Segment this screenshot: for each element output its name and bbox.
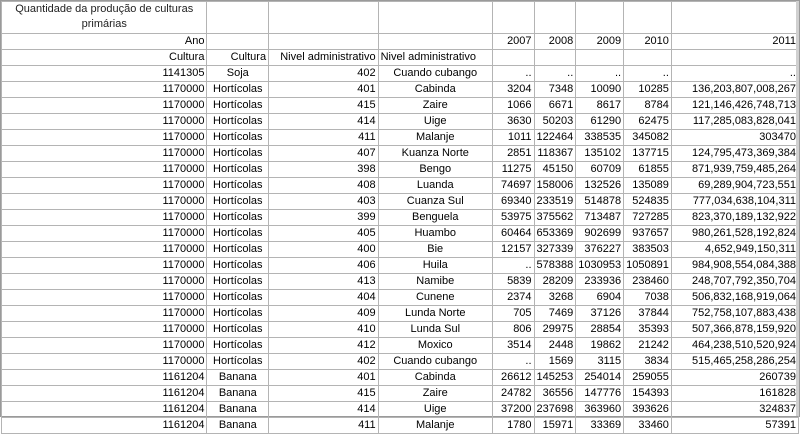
table-row [2, 402, 799, 418]
cell-2010[interactable]: 33460 [624, 418, 672, 434]
cell-nivel-name[interactable]: Benguela [378, 210, 492, 226]
year-header[interactable]: 2010 [624, 34, 672, 50]
table-row [2, 130, 799, 146]
cell-cultura-code[interactable]: 1161204 [2, 418, 207, 434]
cell[interactable] [671, 50, 798, 66]
cell-2008[interactable]: .. [534, 66, 576, 82]
cell-2008[interactable]: 6671 [534, 98, 576, 114]
cell-2011[interactable]: 324837 [671, 402, 798, 418]
column-header[interactable]: Nivel administrativo [269, 50, 379, 66]
cell-2008[interactable]: 45150 [534, 162, 576, 178]
cell-2008[interactable]: 15971 [534, 418, 576, 434]
cell-nivel-name[interactable]: Uige [378, 114, 492, 130]
cell-nivel-name[interactable]: Lunda Norte [378, 306, 492, 322]
cell-nivel-name[interactable]: Malanje [378, 130, 492, 146]
table-row [2, 322, 799, 338]
cell-nivel-name[interactable]: Luanda [378, 178, 492, 194]
cell-nivel-name[interactable]: Uige [378, 402, 492, 418]
table-row [2, 386, 799, 402]
cell-nivel-name[interactable]: Cuanza Sul [378, 194, 492, 210]
table-row [2, 178, 799, 194]
cell-2008[interactable]: 653369 [534, 226, 576, 242]
cell-cultura[interactable]: Hortícolas [207, 98, 269, 114]
cell-cultura-code[interactable]: 1170000 [2, 306, 207, 322]
table-row [2, 194, 799, 210]
cell-2010[interactable]: 61855 [624, 162, 672, 178]
cell-cultura-code[interactable]: 1170000 [2, 242, 207, 258]
cell-2009[interactable]: 514878 [576, 194, 624, 210]
cell-cultura-code[interactable]: 1170000 [2, 322, 207, 338]
window-edge [796, 1, 799, 416]
cell-2011[interactable]: 464,238,510,520,924 [671, 338, 798, 354]
cell-2008[interactable]: 7348 [534, 82, 576, 98]
cell-2007[interactable]: 1066 [492, 98, 534, 114]
cell-nivel-code[interactable]: 411 [269, 130, 379, 146]
cell-cultura-code[interactable]: 1170000 [2, 194, 207, 210]
cell-cultura-code[interactable]: 1170000 [2, 258, 207, 274]
cell-cultura-code[interactable]: 1170000 [2, 226, 207, 242]
cell-nivel-name[interactable]: Bie [378, 242, 492, 258]
cell-nivel-name[interactable]: Malanje [378, 418, 492, 434]
cell-nivel-code[interactable]: 414 [269, 114, 379, 130]
cell-nivel-code[interactable]: 402 [269, 354, 379, 370]
cell-2010[interactable]: 35393 [624, 322, 672, 338]
year-header[interactable]: 2011 [671, 34, 798, 50]
cell-2010[interactable]: 345082 [624, 130, 672, 146]
table-row [2, 418, 799, 434]
cell-cultura-code[interactable]: 1141305 [2, 66, 207, 82]
table-row [2, 146, 799, 162]
cell-2009[interactable]: 8617 [576, 98, 624, 114]
cell-cultura[interactable]: Hortícolas [207, 306, 269, 322]
cell-2009[interactable]: 902699 [576, 226, 624, 242]
cell-2010[interactable]: 524835 [624, 194, 672, 210]
cell-nivel-name[interactable]: Huambo [378, 226, 492, 242]
cell-2011[interactable]: 121,146,426,748,713 [671, 98, 798, 114]
cell-2010[interactable]: 259055 [624, 370, 672, 386]
cell-2010[interactable]: 37844 [624, 306, 672, 322]
cell-cultura-code[interactable]: 1170000 [2, 130, 207, 146]
cell-2008[interactable]: 2448 [534, 338, 576, 354]
cell-2011[interactable]: 980,261,528,192,824 [671, 226, 798, 242]
year-header-row [2, 34, 799, 50]
cell[interactable] [671, 2, 798, 34]
cell[interactable] [624, 2, 672, 34]
cell-2008[interactable]: 1569 [534, 354, 576, 370]
cell-2011[interactable]: 136,203,807,008,267 [671, 82, 798, 98]
cell-2009[interactable]: 1030953 [576, 258, 624, 274]
cell-nivel-name[interactable]: Lunda Sul [378, 322, 492, 338]
cell-2008[interactable]: 7469 [534, 306, 576, 322]
cell-2011[interactable]: 984,908,554,084,388 [671, 258, 798, 274]
cell-2009[interactable]: 233936 [576, 274, 624, 290]
cell-2008[interactable]: 145253 [534, 370, 576, 386]
cell-2008[interactable]: 375562 [534, 210, 576, 226]
data-grid [1, 1, 799, 434]
cell-2011[interactable]: 752,758,107,883,438 [671, 306, 798, 322]
cell-cultura[interactable]: Hortícolas [207, 162, 269, 178]
cell-cultura[interactable]: Hortícolas [207, 178, 269, 194]
cell-2011[interactable]: 506,832,168,919,064 [671, 290, 798, 306]
cell-2007[interactable]: 24782 [492, 386, 534, 402]
cell-2009[interactable]: 19862 [576, 338, 624, 354]
cell-cultura[interactable]: Banana [207, 418, 269, 434]
cell-cultura-code[interactable]: 1161204 [2, 370, 207, 386]
cell-nivel-code[interactable]: 412 [269, 338, 379, 354]
cell-2010[interactable]: 238460 [624, 274, 672, 290]
cell[interactable] [207, 34, 269, 50]
cell-2011[interactable]: 777,034,638,104,311 [671, 194, 798, 210]
cell-2011[interactable]: 303470 [671, 130, 798, 146]
cell-2011[interactable]: 248,707,792,350,704 [671, 274, 798, 290]
cell-2007[interactable]: .. [492, 354, 534, 370]
cell-nivel-name[interactable]: Moxico [378, 338, 492, 354]
cell-cultura[interactable]: Banana [207, 370, 269, 386]
table-row [2, 338, 799, 354]
cell-2007[interactable]: 1780 [492, 418, 534, 434]
cell-nivel-code[interactable]: 415 [269, 386, 379, 402]
cell-cultura[interactable]: Hortícolas [207, 194, 269, 210]
cell-2011[interactable]: 69,289,904,723,551 [671, 178, 798, 194]
cell-2008[interactable]: 29975 [534, 322, 576, 338]
cell-2009[interactable]: .. [576, 66, 624, 82]
column-header-row [2, 50, 799, 66]
cell-2011[interactable]: 117,285,083,828,041 [671, 114, 798, 130]
cell-nivel-code[interactable]: 413 [269, 274, 379, 290]
table-row [2, 210, 799, 226]
cell-2009[interactable]: 37126 [576, 306, 624, 322]
cell-2009[interactable]: 254014 [576, 370, 624, 386]
cell-2007[interactable]: 11275 [492, 162, 534, 178]
cell-2008[interactable]: 28209 [534, 274, 576, 290]
cell-2009[interactable]: 132526 [576, 178, 624, 194]
cell-cultura-code[interactable]: 1161204 [2, 386, 207, 402]
cell-2007[interactable]: .. [492, 258, 534, 274]
cell-nivel-code[interactable]: 407 [269, 146, 379, 162]
table-row [2, 114, 799, 130]
cell[interactable] [207, 2, 269, 34]
cell-2010[interactable]: 21242 [624, 338, 672, 354]
cell-2011[interactable]: .. [671, 66, 798, 82]
cell-cultura[interactable]: Hortícolas [207, 146, 269, 162]
cell-2007[interactable]: 2851 [492, 146, 534, 162]
cell-nivel-name[interactable]: Cuando cubango [378, 354, 492, 370]
table-row [2, 258, 799, 274]
cell-2007[interactable]: 26612 [492, 370, 534, 386]
cell-2007[interactable]: 53975 [492, 210, 534, 226]
cell-2010[interactable]: 137715 [624, 146, 672, 162]
cell-cultura-code[interactable]: 1170000 [2, 354, 207, 370]
cell-2010[interactable]: 383503 [624, 242, 672, 258]
cell-cultura[interactable]: Hortícolas [207, 114, 269, 130]
cell-nivel-code[interactable]: 404 [269, 290, 379, 306]
cell-nivel-code[interactable]: 414 [269, 402, 379, 418]
cell-cultura-code[interactable]: 1170000 [2, 338, 207, 354]
cell-nivel-code[interactable]: 402 [269, 66, 379, 82]
cell-2009[interactable]: 60709 [576, 162, 624, 178]
cell-2010[interactable]: 10285 [624, 82, 672, 98]
cell-2007[interactable]: 12157 [492, 242, 534, 258]
cell-2007[interactable]: 37200 [492, 402, 534, 418]
cell-cultura[interactable]: Hortícolas [207, 130, 269, 146]
cell-2009[interactable]: 338535 [576, 130, 624, 146]
cell-2007[interactable]: .. [492, 66, 534, 82]
cell-2007[interactable]: 705 [492, 306, 534, 322]
table-row [2, 82, 799, 98]
table-row [2, 242, 799, 258]
cell-2010[interactable]: 727285 [624, 210, 672, 226]
cell[interactable] [378, 2, 492, 34]
cell-nivel-name[interactable]: Namibe [378, 274, 492, 290]
cell-2009[interactable]: 147776 [576, 386, 624, 402]
year-header[interactable]: 2007 [492, 34, 534, 50]
cell-2011[interactable]: 823,370,189,132,922 [671, 210, 798, 226]
cell-nivel-name[interactable]: Zaire [378, 386, 492, 402]
cell-2007[interactable]: 2374 [492, 290, 534, 306]
cell-nivel-name[interactable]: Huila [378, 258, 492, 274]
cell-2011[interactable]: 260739 [671, 370, 798, 386]
table-row [2, 66, 799, 82]
cell-cultura[interactable]: Hortícolas [207, 82, 269, 98]
cell-2008[interactable]: 36556 [534, 386, 576, 402]
cell[interactable] [576, 2, 624, 34]
cell-2009[interactable]: 135102 [576, 146, 624, 162]
cell-2008[interactable]: 3268 [534, 290, 576, 306]
cell-nivel-code[interactable]: 408 [269, 178, 379, 194]
sheet-title[interactable]: Quantidade da produção de culturas primárias [2, 2, 207, 34]
cell-2011[interactable]: 124,795,473,369,384 [671, 146, 798, 162]
cell-nivel-name[interactable]: Bengo [378, 162, 492, 178]
cell[interactable] [576, 50, 624, 66]
table-row [2, 274, 799, 290]
cell-2010[interactable]: 3834 [624, 354, 672, 370]
year-header[interactable]: 2009 [576, 34, 624, 50]
cell-2009[interactable]: 10090 [576, 82, 624, 98]
column-header[interactable]: Nivel administrativo [378, 50, 492, 66]
cell-2009[interactable]: 363960 [576, 402, 624, 418]
cell-2008[interactable]: 158006 [534, 178, 576, 194]
cell-2010[interactable]: 135089 [624, 178, 672, 194]
table-row [2, 370, 799, 386]
title-row [2, 2, 799, 34]
cell[interactable] [492, 2, 534, 34]
cell-cultura-code[interactable]: 1170000 [2, 146, 207, 162]
cell[interactable] [269, 34, 379, 50]
cell-2007[interactable]: 74697 [492, 178, 534, 194]
cell-cultura[interactable]: Hortícolas [207, 258, 269, 274]
cell-2010[interactable]: 8784 [624, 98, 672, 114]
cell-nivel-code[interactable]: 406 [269, 258, 379, 274]
cell-2010[interactable]: 154393 [624, 386, 672, 402]
cell-2008[interactable]: 122464 [534, 130, 576, 146]
cell-cultura-code[interactable]: 1170000 [2, 178, 207, 194]
cell-nivel-name[interactable]: Zaire [378, 98, 492, 114]
cell-2008[interactable]: 118367 [534, 146, 576, 162]
cell-nivel-code[interactable]: 399 [269, 210, 379, 226]
cell-2010[interactable]: 937657 [624, 226, 672, 242]
cell-2008[interactable]: 233519 [534, 194, 576, 210]
cell-nivel-name[interactable]: Cuando cubango [378, 66, 492, 82]
year-header[interactable]: 2008 [534, 34, 576, 50]
cell-nivel-code[interactable]: 409 [269, 306, 379, 322]
ano-label[interactable]: Ano [2, 34, 207, 50]
cell-2009[interactable]: 28854 [576, 322, 624, 338]
cell-cultura[interactable]: Banana [207, 386, 269, 402]
cell-nivel-code[interactable]: 398 [269, 162, 379, 178]
cell-2008[interactable]: 578388 [534, 258, 576, 274]
cell-2011[interactable]: 4,652,949,150,311 [671, 242, 798, 258]
cell-cultura[interactable]: Banana [207, 402, 269, 418]
cell-cultura[interactable]: Hortícolas [207, 322, 269, 338]
cell-2007[interactable]: 3204 [492, 82, 534, 98]
cell-nivel-code[interactable]: 405 [269, 226, 379, 242]
cell-cultura[interactable]: Hortícolas [207, 242, 269, 258]
cell-cultura[interactable]: Hortícolas [207, 210, 269, 226]
cell-cultura-code[interactable]: 1161204 [2, 402, 207, 418]
table-row [2, 306, 799, 322]
cell-nivel-name[interactable]: Kuanza Norte [378, 146, 492, 162]
cell-2007[interactable]: 3514 [492, 338, 534, 354]
cell-2011[interactable]: 871,939,759,485,264 [671, 162, 798, 178]
cell-cultura-code[interactable]: 1170000 [2, 114, 207, 130]
cell-2007[interactable]: 5839 [492, 274, 534, 290]
cell-2008[interactable]: 237698 [534, 402, 576, 418]
cell-nivel-code[interactable]: 400 [269, 242, 379, 258]
cell[interactable] [492, 50, 534, 66]
table-row [2, 98, 799, 114]
cell-2009[interactable]: 33369 [576, 418, 624, 434]
cell-nivel-name[interactable]: Cabinda [378, 82, 492, 98]
cell-2008[interactable]: 327339 [534, 242, 576, 258]
cell-cultura-code[interactable]: 1170000 [2, 98, 207, 114]
cell-nivel-name[interactable]: Cabinda [378, 370, 492, 386]
cell-cultura[interactable]: Hortícolas [207, 290, 269, 306]
column-header[interactable]: Cultura [2, 50, 207, 66]
cell[interactable] [534, 2, 576, 34]
cell-2009[interactable]: 3115 [576, 354, 624, 370]
cell[interactable] [534, 50, 576, 66]
cell-2010[interactable]: 1050891 [624, 258, 672, 274]
cell-cultura-code[interactable]: 1170000 [2, 210, 207, 226]
cell-2009[interactable]: 376227 [576, 242, 624, 258]
cell-cultura[interactable]: Soja [207, 66, 269, 82]
cell-2010[interactable]: 62475 [624, 114, 672, 130]
cell-nivel-code[interactable]: 403 [269, 194, 379, 210]
cell-2008[interactable]: 50203 [534, 114, 576, 130]
cell-nivel-code[interactable]: 411 [269, 418, 379, 434]
cell-nivel-name[interactable]: Cunene [378, 290, 492, 306]
cell-2009[interactable]: 6904 [576, 290, 624, 306]
cell-cultura-code[interactable]: 1170000 [2, 290, 207, 306]
cell-2007[interactable]: 60464 [492, 226, 534, 242]
cell-cultura[interactable]: Hortícolas [207, 226, 269, 242]
cell-2007[interactable]: 1011 [492, 130, 534, 146]
cell-cultura[interactable]: Hortícolas [207, 338, 269, 354]
column-header[interactable]: Cultura [207, 50, 269, 66]
table-row [2, 290, 799, 306]
cell-2010[interactable]: 7038 [624, 290, 672, 306]
table-row [2, 354, 799, 370]
cell-2011[interactable]: 515,465,258,286,254 [671, 354, 798, 370]
cell[interactable] [624, 50, 672, 66]
cell-2011[interactable]: 57391 [671, 418, 798, 434]
cell-2007[interactable]: 806 [492, 322, 534, 338]
cell-cultura[interactable]: Hortícolas [207, 354, 269, 370]
cell-cultura[interactable]: Hortícolas [207, 274, 269, 290]
cell[interactable] [269, 2, 379, 34]
cell-2007[interactable]: 3630 [492, 114, 534, 130]
cell-2007[interactable]: 69340 [492, 194, 534, 210]
cell-cultura-code[interactable]: 1170000 [2, 162, 207, 178]
cell-2009[interactable]: 713487 [576, 210, 624, 226]
cell-nivel-code[interactable]: 401 [269, 82, 379, 98]
cell-cultura-code[interactable]: 1170000 [2, 274, 207, 290]
cell-2010[interactable]: 393626 [624, 402, 672, 418]
cell-2011[interactable]: 161828 [671, 386, 798, 402]
cell-nivel-code[interactable]: 410 [269, 322, 379, 338]
table-row [2, 226, 799, 242]
cell-nivel-code[interactable]: 401 [269, 370, 379, 386]
table-row [2, 162, 799, 178]
cell-cultura-code[interactable]: 1170000 [2, 82, 207, 98]
cell[interactable] [378, 34, 492, 50]
cell-2009[interactable]: 61290 [576, 114, 624, 130]
cell-2011[interactable]: 507,366,878,159,920 [671, 322, 798, 338]
cell-nivel-code[interactable]: 415 [269, 98, 379, 114]
cell-2010[interactable]: .. [624, 66, 672, 82]
